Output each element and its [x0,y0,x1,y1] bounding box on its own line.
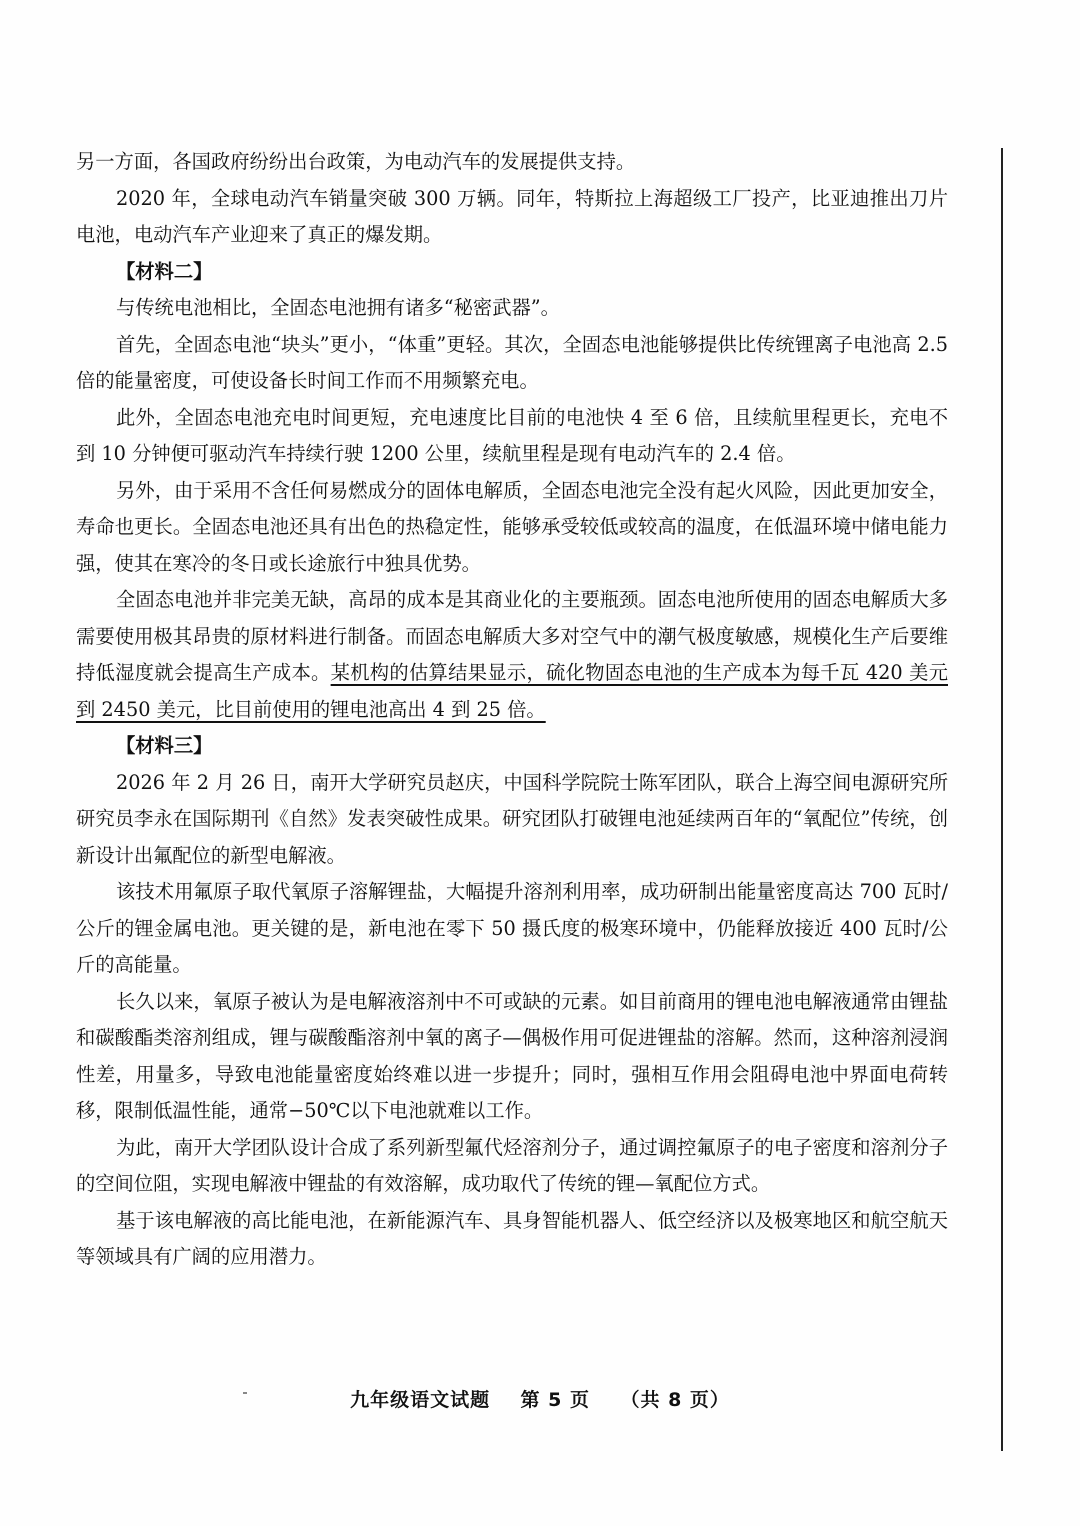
footer-title: 九年级语文试题 [350,1389,491,1411]
footer-page-number: 第 5 页 [520,1389,590,1411]
heading-material-two: 【材料二】 [116,259,213,283]
paragraph-oxygen-atoms: 长久以来，氧原子被认为是电解液溶剂中不可或缺的元素。如目前商用的锂电池电解液通常由锂盐和碳酸酯类溶剂组成，锂与碳酸酯溶剂中氧的离子—偶极作用可促进锂盐的溶解。然而，这种溶剂浸润性差，用量多，导致电池能量密度始终难以进一步提升；同时，强相互作用会阻碍电池中界面电荷转移，限制低温性能，通常−50℃以下电池就难以工作。 [76,989,948,1122]
paragraph-secret-weapons: 与传统电池相比，全固态电池拥有诸多“秘密武器”。 [116,296,560,319]
paragraph-cost-bottleneck [76,582,948,728]
footer-total-pages: （共 8 页） [620,1389,730,1411]
paragraph-fluorine-tech: 该技术用氟原子取代氧原子溶解锂盐，大幅提升溶剂利用率，成功研制出能量密度高达 700 瓦时/公斤的锂金属电池。更关键的是，新电池在零下 50 摄氏度的极寒环境中，仍能释放接近 400 瓦时/公斤的高能量。 [76,880,948,976]
paragraph-first-smaller: 首先，全固态电池“块头”更小，“体重”更轻。其次，全固态电池能够提供比传统锂离子电池高 2.5 倍的能量密度，可使设备长时间工作而不用频繁充电。 [76,332,948,392]
paragraph-govt-policy: 另一方面，各国政府纷纷出台政策，为电动汽车的发展提供支持。 [76,150,636,173]
cost-text: 全固态电池并非完美无缺，高昂的成本是其商业化的主要瓶颈。固态电池所使用的固态电解质大多需要使用极其昂贵的原材料进行制备。而固态电解质大多对空气中的潮气极度敏感，规模化生产后要维持低湿度就会提高生产成本。 [76,588,948,684]
paragraph-charging-time: 此外，全固态电池充电时间更短，充电速度比目前的电池快 4 至 6 倍，且续航里程更长，充电不到 10 分钟便可驱动汽车持续行驶 1200 公里，续航里程是现有电动汽车的 2.4 倍。 [76,405,948,465]
page-footer [0,1385,1080,1412]
paragraph-safety: 另外，由于采用不含任何易燃成分的固体电解质，全固态电池完全没有起火风险，因此更加安全，寿命也更长。全固态电池还具有出色的热稳定性，能够承受较低或较高的温度，在低温环境中储电能力强，使其在寒冷的冬日或长途旅行中独具优势。 [76,478,948,575]
underlined-cost-estimate: 某机构的估算结果显示，硫化物固态电池的生产成本为每千瓦 420 美元到 2450 美元，比目前使用的锂电池高出 4 到 25 倍。 [76,661,948,721]
paragraph-team-design: 为此，南开大学团队设计合成了系列新型氟代烃溶剂分子，通过调控氟原子的电子密度和溶剂分子的空间位阻，实现电解液中锂盐的有效溶解，成功取代了传统的锂—氧配位方式。 [76,1135,948,1195]
binding-margin-line [1001,148,1003,1451]
paragraph-application: 基于该电解液的高比能电池，在新能源汽车、具身智能机器人、低空经济以及极寒地区和航空航天等领域具有广阔的应用潜力。 [76,1208,948,1268]
document-body [76,144,948,1276]
heading-material-three: 【材料三】 [116,734,213,757]
paragraph-2020-sales: 2020 年，全球电动汽车销量突破 300 万辆。同年，特斯拉上海超级工厂投产，比亚迪推出刀片电池，电动汽车产业迎来了真正的爆发期。 [76,186,948,246]
paragraph-nankai-research: 2026 年 2 月 26 日，南开大学研究员赵庆，中国科学院院士陈军团队，联合上海空间电源研究所研究员李永在国际期刊《自然》发表突破性成果。研究团队打破锂电池延续两百年的“氧配位”传统，创新设计出氟配位的新型电解液。 [76,770,948,867]
